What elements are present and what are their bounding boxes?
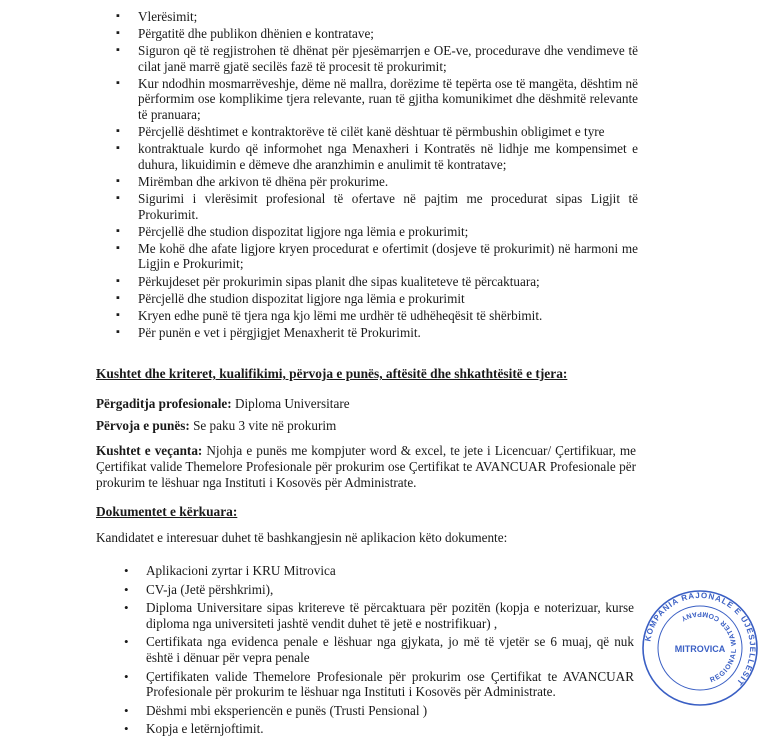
- list-item: ▪ Përcjellë dështimet e kontraktorëve të cilët kanë dështuar të përmbushin obligimet e tyre: [138, 124, 638, 140]
- experience-line: [96, 418, 636, 434]
- list-item: • Çertifikaten valide Themelore Profesionale për prokurim ose Çertifikat te AVANCUAR Profesionale për prokurim te lëshuar nga Instituti i Kosovës për Administrate.: [146, 669, 634, 700]
- list-item: • CV-ja (Jetë përshkrimi),: [146, 582, 634, 598]
- experience-label: Përvoja e punës:: [96, 418, 190, 433]
- list-item: ▪ Kryen edhe punë të tjera nga kjo lëmi me urdhër të udhëheqësit të shërbimit.: [138, 308, 638, 324]
- list-item: ▪ Mirëmban dhe arkivon të dhëna për prokurime.: [138, 174, 638, 190]
- list-item: • Dëshmi mbi eksperiencën e punës (Trusti Pensional ): [146, 703, 634, 719]
- list-item: • Aplikacioni zyrtar i KRU Mitrovica: [146, 563, 634, 579]
- list-item: ▪ Përcjellë dhe studion dispozitat ligjore nga lëmia e prokurimit: [138, 291, 638, 307]
- svg-text:REGIONAL WATER COMPANY: REGIONAL WATER COMPANY: [678, 609, 739, 685]
- list-item: ▪ Përgatitë dhe publikon dhënien e kontratave;: [138, 26, 638, 42]
- special-conditions: [96, 443, 636, 491]
- list-item: ▪ Për punën e vet i përgjigjet Menaxherit të Prokurimit.: [138, 325, 638, 341]
- list-item: ▪ Sigurimi i vlerësimit profesional të ofertave në pajtim me procedurat sipas Ligjit të Prokurimit.: [138, 191, 638, 222]
- documents-list: [146, 563, 634, 740]
- list-item: ▪ Siguron që të regjistrohen të dhënat për pjesëmarrjen e OE-ve, procedurave dhe vendimeve të cilat janë marrë gjatë secilës fazë të procesit të prokurimit;: [138, 43, 638, 74]
- documents-intro: Kandidatet e interesuar duhet të bashkangjesin në aplikacion këto dokumente:: [96, 530, 508, 545]
- special-value: Njohja e punës me kompjuter word & excel, te jete i Licencuar/ Çertifikuar, me Çertifikat valide Themelore Profesionale për prokurim ose Çertifikat te AVANCUAR Profesionale për prokurim te lëshuar nga Instituti i Kosovës për Administrate.: [96, 443, 636, 490]
- education-label: Përgaditja profesionale:: [96, 396, 232, 411]
- list-item: • Certifikata nga evidenca penale e lëshuar nga gjykata, jo më të vjetër se 6 muaj, që nuk është i dënuar për vepra penale: [146, 634, 634, 665]
- list-item: ▪ Përcjellë dhe studion dispozitat ligjore nga lëmia e prokurimit;: [138, 224, 638, 240]
- list-item: ▪ Vlerësimit;: [138, 9, 638, 25]
- criteria-heading: Kushtet dhe kriteret, kualifikimi, përvoja e punës, aftësitë dhe shkathtësitë e tjera:: [96, 366, 568, 381]
- list-item: • Kopja e letërnjoftimit.: [146, 721, 634, 737]
- list-item: ▪ Kur ndodhin mosmarrëveshje, dëme në mallra, dorëzime të tepërta ose të mangëta, dështim në përformim ose komplikime tjera relevante, ruan të gjitha komunikimet dhe dëshmitë relevante të pranuara;: [138, 76, 638, 123]
- list-item: ▪ kontraktuale kurdo që informohet nga Menaxheri i Kontratës në lidhje me kompensimet e duhura, likuidimin e dëmeve dhe aranzhimin e anulimit të kontratave;: [138, 141, 638, 172]
- education-value: Diploma Universitare: [231, 396, 350, 411]
- documents-heading: Dokumentet e kërkuara:: [96, 504, 238, 519]
- svg-text:MITROVICA: MITROVICA: [674, 644, 726, 654]
- list-item: ▪ Përkujdeset për prokurimin sipas planit dhe sipas kualiteteve të përcaktuara;: [138, 274, 638, 290]
- special-label: Kushtet e veçanta:: [96, 443, 203, 458]
- education-line: [96, 396, 636, 412]
- list-item: • Diploma Universitare sipas kritereve të përcaktuara për pozitën (kopja e noterizuar, kurse diploma nga universiteti jashtë vendit duhet të jetë e nostrifikuar) ,: [146, 600, 634, 631]
- list-item: ▪ Me kohë dhe afate ligjore kryen procedurat e ofertimit (dosjeve të prokurimit) në harmoni me Ligjin e Prokurimit;: [138, 241, 638, 272]
- official-stamp-icon: [640, 588, 760, 708]
- duties-list: [138, 9, 638, 342]
- svg-text:KOMPANIA RAJONALE E UJËSJELLËS: KOMPANIA RAJONALE E UJËSJELLËSIT: [643, 590, 758, 688]
- experience-value: Se paku 3 vite në prokurim: [189, 418, 337, 433]
